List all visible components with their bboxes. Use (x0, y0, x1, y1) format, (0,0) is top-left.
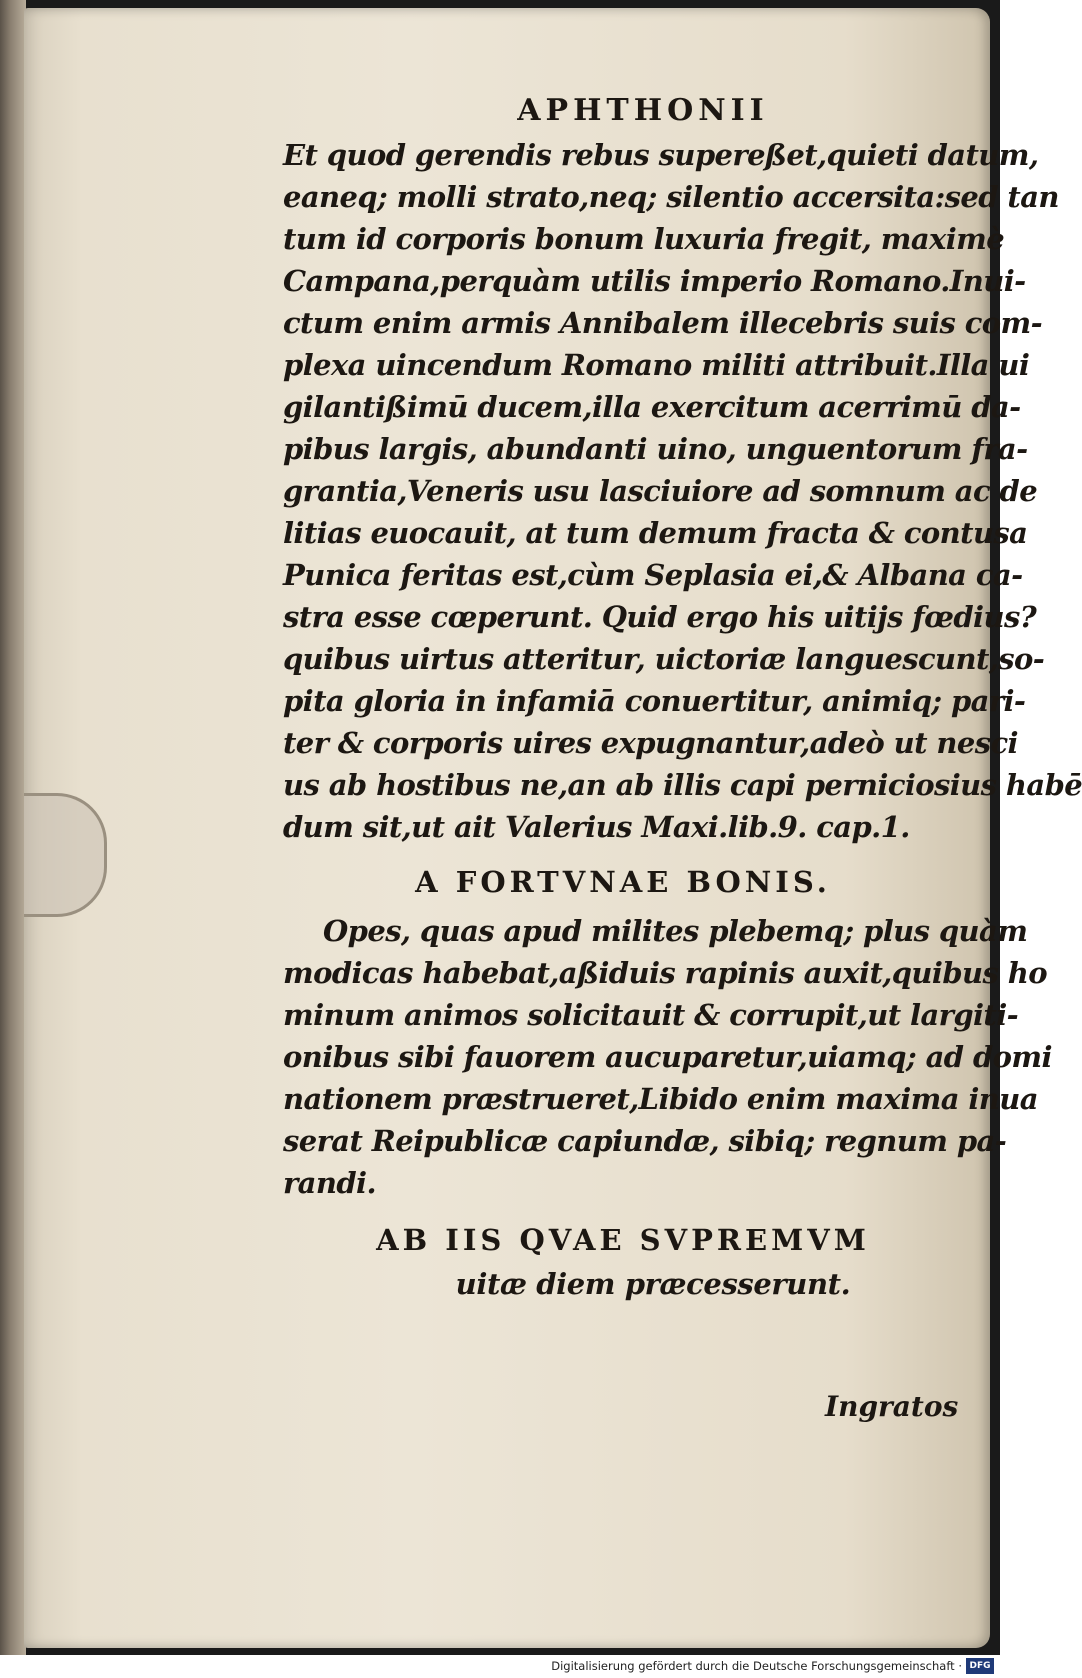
text-line: onibus sibi fauorem aucuparetur,uiamq; ad domi (283, 1040, 1052, 1074)
text-line: dum sit,ut ait Valerius Maxi.lib.9. cap.1. (283, 810, 910, 844)
text-line: stra esse cœperunt. Quid ergo his uitijs fœdius? (283, 600, 1037, 634)
section-heading: A FORTVNAE BONIS. (415, 865, 831, 899)
text-line: grantia,Veneris usu lasciuiore ad somnum ac de (283, 474, 1038, 508)
text-line: tum id corporis bonum luxuria fregit, maximè (283, 222, 1005, 256)
catchword: Ingratos (825, 1390, 959, 1423)
text-line: gilantißimū ducem,illa exercitum acerrimū da- (283, 390, 1021, 424)
paragraph-2 (283, 910, 1052, 1204)
text-line: quibus uirtus atteritur, uictoriæ languescunt,so- (283, 642, 1045, 676)
footer-credit: Digitalisierung gefördert durch die Deutsche Forschungsgemeinschaft · (551, 1659, 962, 1673)
text-line: serat Reipublicæ capiundæ, sibiq; regnum pa- (283, 1124, 1007, 1158)
page-text (283, 88, 1082, 1306)
book-spine-edge (0, 0, 26, 1655)
text-line: Punica feritas est,cùm Seplasia ei,& Albana ca- (283, 558, 1023, 592)
text-line: pita gloria in infamiā conuertitur, animiq; pari- (283, 684, 1026, 718)
text-line: pibus largis, abundanti uino, unguentorum fra- (283, 432, 1028, 466)
text-line: plexa uincendum Romano militi attribuit.Illa ui (283, 348, 1030, 382)
text-line: eaneq; molli strato,neq; silentio accersita:sed tan (283, 180, 1059, 214)
text-line: Campana,perquàm utilis imperio Romano.Inui- (283, 264, 1026, 298)
text-line: litias euocauit, at tum demum fracta & contusa (283, 516, 1028, 550)
text-line: ter & corporis uires expugnantur,adeò ut nesci (283, 726, 1018, 760)
text-line: minum animos solicitauit & corrupit,ut largiti- (283, 998, 1019, 1032)
text-line: ctum enim armis Annibalem illecebris suis com- (283, 306, 1043, 340)
section-heading: AB IIS QVAE SVPREMVM (376, 1223, 870, 1257)
text-line: nationem præstrueret,Libido enim maxima inua (283, 1082, 1038, 1116)
running-header: APHTHONII (517, 93, 769, 128)
paragraph-1 (283, 134, 1082, 848)
digitization-footer (0, 1655, 1000, 1678)
section-subheading: uitæ diem præcesserunt. (455, 1267, 851, 1301)
text-line: randi. (283, 1166, 376, 1200)
text-line: us ab hostibus ne,an ab illis capi perniciosius habē (283, 768, 1082, 802)
text-line: modicas habebat,aßiduis rapinis auxit,quibus ho (283, 956, 1047, 990)
text-line: Et quod gerendis rebus supereßet,quieti datum, (283, 138, 1039, 172)
dfg-logo: DFG (966, 1658, 994, 1674)
page-clip-tab (24, 793, 107, 917)
text-line: Opes, quas apud milites plebemq; plus quàm (323, 914, 1028, 948)
